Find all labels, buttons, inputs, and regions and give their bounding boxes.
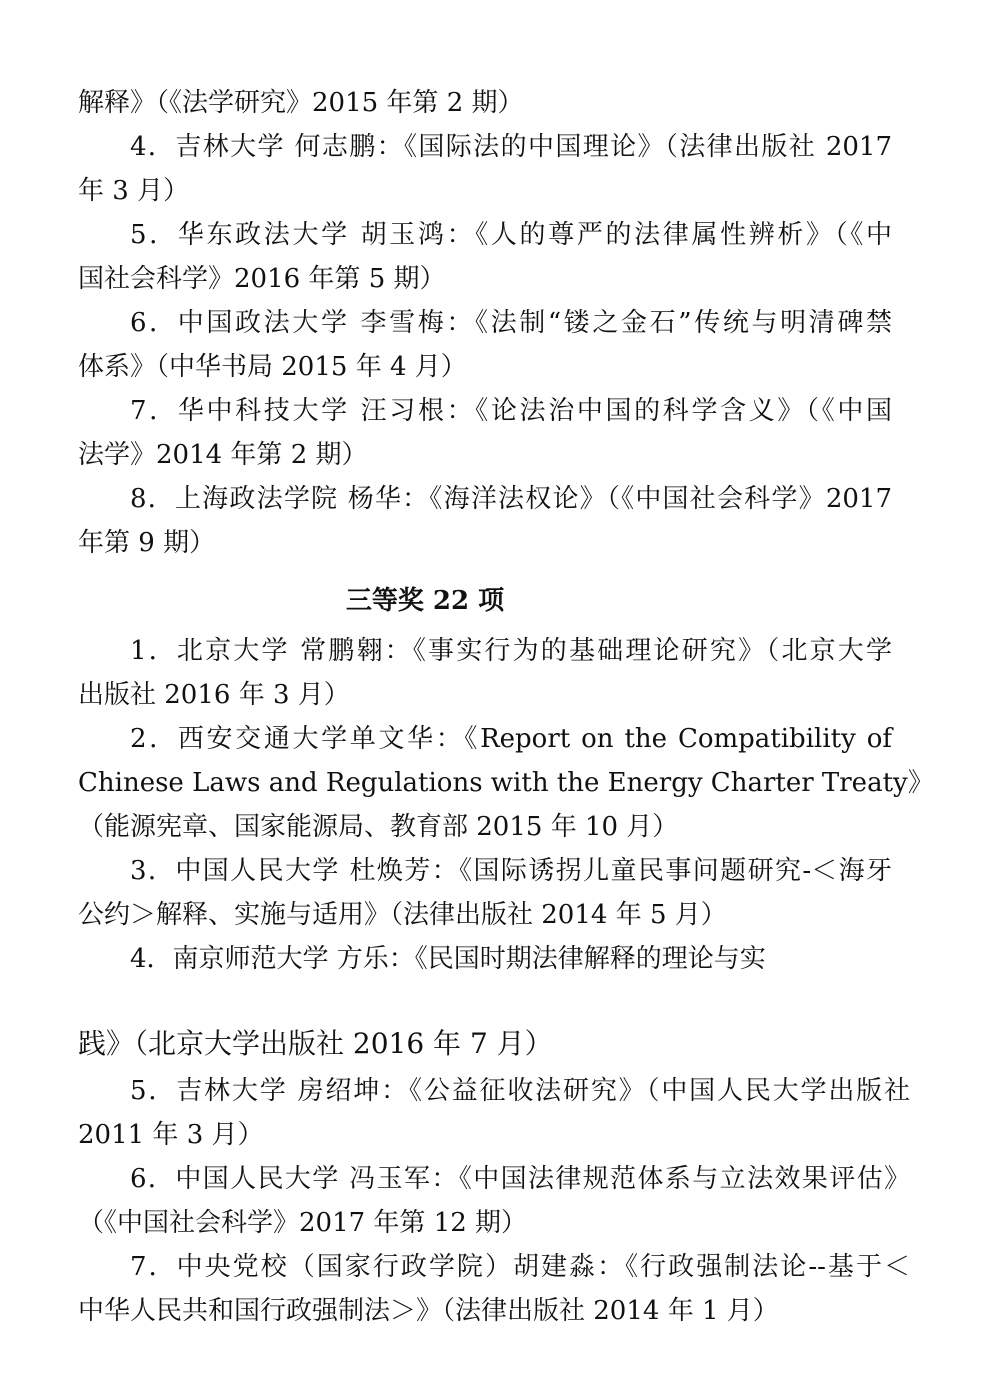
text-line: （《中国社会科学》2017 年第 12 期） [78,1208,528,1238]
text-line: （能源宪章、国家能源局、教育部 2015 年 10 月） [78,812,679,842]
text-line: 体系》（中华书局 2015 年 4 月） [78,352,467,382]
list-item-line: 1．北京大学 常鹏翱：《事实行为的基础理论研究》（北京大学 [130,636,892,666]
list-item-line: 4．南京师范大学 方乐：《民国时期法律解释的理论与实 [130,944,766,974]
list-item-line: 3．中国人民大学 杜焕芳：《国际诱拐儿童民事问题研究-＜海牙 [130,856,892,886]
text-line: 出版社 2016 年 3 月） [78,680,350,710]
text-line: 中华人民共和国行政强制法＞》（法律出版社 2014 年 1 月） [78,1296,779,1326]
list-item-line: 7．华中科技大学 汪习根：《论法治中国的科学含义》（《中国 [130,396,892,426]
text-line: 年第 9 期） [78,528,216,558]
text-line: 公约＞解释、实施与适用》（法律出版社 2014 年 5 月） [78,900,727,930]
text-line: 法学》2014 年第 2 期） [78,440,368,470]
list-item-line: 8．上海政法学院 杨华：《海洋法权论》（《中国社会科学》2017 [130,484,892,514]
text-line: 国社会科学》2016 年第 5 期） [78,264,446,294]
list-item-line: 6．中国政法大学 李雪梅：《法制“镂之金石”传统与明清碑禁 [130,308,892,338]
text-line: 2011 年 3 月） [78,1120,264,1150]
text-line: Chinese Laws and Regulations with the Energy Charter Treaty》 [78,768,934,798]
section-heading: 三等奖 22 项 [345,586,505,616]
list-item-line: 2．西安交通大学单文华：《Report on the Compatibility of [130,724,892,754]
list-item-line: 4．吉林大学 何志鹏：《国际法的中国理论》（法律出版社 2017 [130,132,892,162]
list-item-line: 5．华东政法大学 胡玉鸿：《人的尊严的法律属性辨析》（《中 [130,220,892,250]
text-line: 年 3 月） [78,176,190,206]
list-item-line: 5．吉林大学 房绍坤：《公益征收法研究》（中国人民大学出版社 [130,1076,910,1106]
text-line: 践》（北京大学出版社 2016 年 7 月） [78,1027,553,1060]
text-line: 解释》（《法学研究》2015 年第 2 期） [78,88,524,118]
list-item-line: 7．中央党校（国家行政学院）胡建淼：《行政强制法论--基于＜ [130,1252,910,1282]
list-item-line: 6．中国人民大学 冯玉军：《中国法律规范体系与立法效果评估》 [130,1164,910,1194]
